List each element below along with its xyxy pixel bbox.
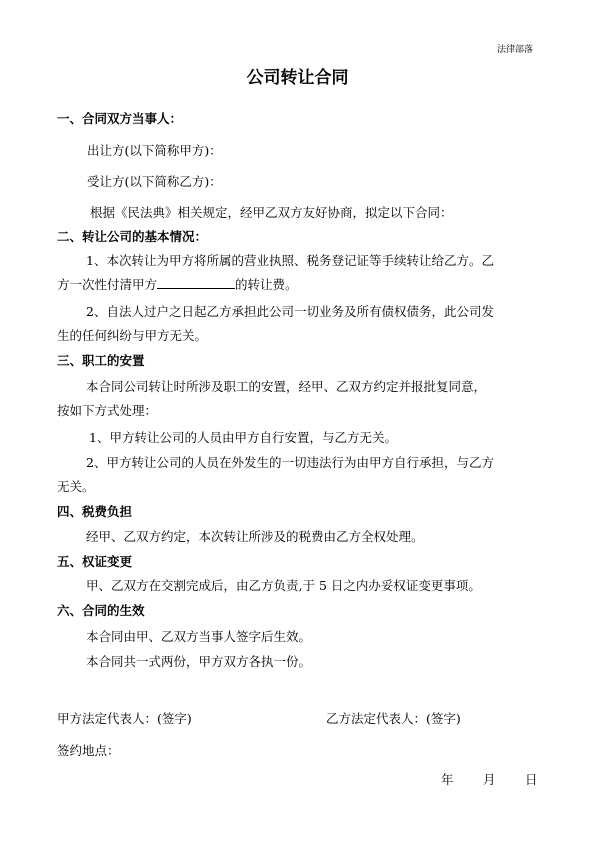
s5-text: 甲、乙双方在交割完成后，由乙方负责,于 5 日之内办妥权证变更事项。: [86, 578, 481, 593]
section-2-heading: 二、转让公司的基本情况：: [57, 229, 208, 244]
section-4-heading: 四、税费负担: [57, 504, 133, 519]
fee-blank-field[interactable]: [157, 278, 235, 289]
document-title: 公司转让合同: [246, 68, 349, 88]
date-year: 年: [441, 772, 454, 787]
s3-intro-line1: 本合同公司转让时所涉及职工的安置，经甲、乙双方约定并报批复同意，: [86, 379, 487, 394]
party-a-line: 出让方(以下简称甲方)：: [87, 143, 222, 158]
s6-line2: 本合同共一式两份，甲方双方各执一份。: [86, 654, 312, 669]
s3-intro-line2: 按如下方式处理：: [57, 403, 158, 418]
header-brand: 法律部落: [497, 45, 534, 55]
section-6-heading: 六、合同的生效: [57, 603, 145, 618]
party-a-representative: 甲方法定代表人：(签字): [57, 711, 192, 726]
s3-item-1: 1、甲方转让公司的人员由甲方自行安置，与乙方无关。: [89, 430, 397, 445]
s3-item-2-line1: 2、甲方转让公司的人员在外发生的一切违法行为由甲方自行承担，与乙方: [86, 455, 494, 470]
s4-text: 经甲、乙双方约定，本次转让所涉及的税费由乙方全权处理。: [86, 529, 424, 544]
s2-p2-line1: 2、自法人过户之日起乙方承担此公司一切业务及所有债权债务，此公司发: [86, 304, 494, 319]
section-5-heading: 五、权证变更: [57, 554, 133, 569]
date-day: 日: [525, 772, 538, 787]
s2-p2-line2: 生的任何纠纷与甲方无关。: [57, 328, 208, 343]
signing-place: 签约地点：: [57, 743, 120, 758]
section-3-heading: 三、职工的安置: [57, 353, 145, 368]
s2-p1-line2-post: 的转让费。: [235, 277, 298, 292]
s2-p1-line2-pre: 方一次性付清甲方: [57, 277, 158, 292]
s3-item-2-line2: 无关。: [57, 479, 95, 494]
s2-p1-line1: 1、本次转让为甲方将所属的营业执照、税务登记证等手续转让给乙方。乙: [86, 253, 494, 268]
basis-line: 根据《民法典》相关规定，经甲乙双方友好协商，拟定以下合同：: [90, 205, 453, 220]
section-1-heading: 一、合同双方当事人：: [57, 111, 183, 126]
s6-line1: 本合同由甲、乙双方当事人签字后生效。: [86, 629, 312, 644]
date-month: 月: [483, 772, 496, 787]
s2-p1-line2: [57, 275, 298, 293]
party-b-representative: 乙方法定代表人：(签字): [326, 711, 461, 726]
party-b-line: 受让方(以下简称乙方)：: [87, 174, 222, 189]
